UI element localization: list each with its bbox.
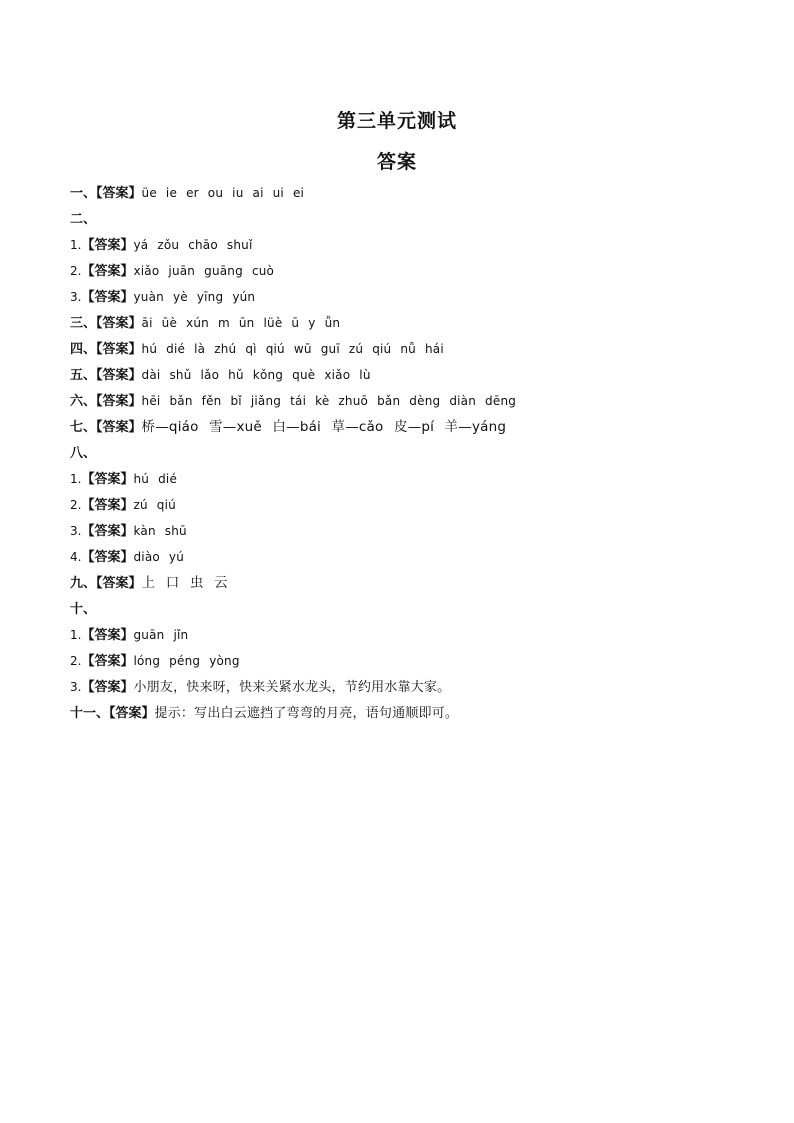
- item-number: 1.: [70, 628, 82, 642]
- item-number: 3.: [70, 680, 82, 694]
- section-label: 七、: [70, 420, 97, 435]
- answer-tag: 【答案】: [81, 654, 134, 669]
- answer-value: diào yú: [133, 550, 185, 564]
- answer-tag: 【答案】: [81, 238, 134, 253]
- section-label: 十一、: [70, 706, 110, 721]
- answer-line-17: [70, 599, 750, 625]
- item-number: 2.: [70, 654, 82, 668]
- answer-line-6: [70, 313, 750, 339]
- answer-value: dài shǔ lǎo hǔ kǒng què xiǎo lù: [141, 368, 371, 382]
- section-label: 十、: [70, 602, 97, 617]
- section-label: 一、: [70, 186, 97, 201]
- answer-line-7: [70, 339, 750, 365]
- answer-value: 上 口 虫 云: [141, 575, 228, 591]
- answer-tag: 【答案】: [96, 316, 142, 331]
- answer-line-14: [70, 521, 750, 547]
- section-label: 三、: [70, 316, 97, 331]
- answer-line-19: [70, 651, 750, 677]
- answer-line-1: [70, 183, 750, 209]
- answer-line-12: [70, 469, 750, 495]
- answer-value: 小朋友，快来呀，快来关紧水龙头，节约用水靠大家。: [133, 680, 451, 695]
- item-number: 3.: [70, 290, 82, 304]
- item-number: 1.: [70, 472, 82, 486]
- answer-value: zú qiú: [133, 498, 176, 512]
- answer-tag: 【答案】: [96, 368, 142, 383]
- item-number: 2.: [70, 264, 82, 278]
- answer-tag: 【答案】: [81, 628, 134, 643]
- answer-line-5: [70, 287, 750, 313]
- answer-line-11: [70, 443, 750, 469]
- answer-tag: 【答案】: [81, 498, 134, 513]
- item-number: 2.: [70, 498, 82, 512]
- answer-tag: 【答案】: [81, 550, 134, 565]
- answer-line-4: [70, 261, 750, 287]
- answer-value: yuàn yè yīng yún: [133, 290, 256, 304]
- section-label: 五、: [70, 368, 97, 383]
- answer-value: āi ūè xún m ūn lüè ū y ǚn: [141, 316, 341, 330]
- answer-line-2: [70, 209, 750, 235]
- answer-tag: 【答案】: [81, 524, 134, 539]
- answer-value: hú dié là zhú qì qiú wū guī zú qiú nǚ hái: [141, 342, 444, 356]
- answer-line-10: [70, 417, 750, 443]
- section-label: 二、: [70, 212, 97, 227]
- answer-tag: 【答案】: [81, 680, 134, 695]
- answer-tag: 【答案】: [81, 472, 134, 487]
- section-label: 九、: [70, 576, 97, 591]
- answer-tag: 【答案】: [96, 576, 142, 591]
- answer-value: kàn shū: [133, 524, 187, 538]
- answer-value: xiǎo juān guāng cuò: [133, 264, 275, 278]
- answer-line-21: [70, 703, 750, 729]
- item-number: 1.: [70, 238, 82, 252]
- answer-line-18: [70, 625, 750, 651]
- answer-tag: 【答案】: [81, 290, 134, 305]
- answer-value: lóng péng yòng: [133, 654, 240, 668]
- section-label: 六、: [70, 394, 97, 409]
- answer-line-16: [70, 573, 750, 599]
- answer-value: hēi bǎn fěn bǐ jiǎng tái kè zhuō bǎn dèng diàn dēng: [141, 394, 517, 408]
- answer-list: [70, 183, 750, 729]
- answer-value: hú dié: [133, 472, 178, 486]
- answer-tag: 【答案】: [96, 394, 142, 409]
- answer-line-9: [70, 391, 750, 417]
- answer-value: 桥—qiáo 雪—xuě 白—bái 草—cǎo 皮—pí 羊—yáng: [141, 419, 507, 435]
- answer-line-15: [70, 547, 750, 573]
- page-subtitle: 答案: [376, 151, 417, 173]
- answer-line-3: [70, 235, 750, 261]
- answer-line-8: [70, 365, 750, 391]
- section-label: 四、: [70, 342, 97, 357]
- answer-tag: 【答案】: [81, 264, 134, 279]
- answer-tag: 【答案】: [96, 342, 142, 357]
- answer-value: 提示：写出白云遮挡了弯弯的月亮，语句通顺即可。: [154, 706, 459, 721]
- answer-tag: 【答案】: [109, 706, 155, 721]
- answer-value: üe ie er ou iu ai ui ei: [141, 186, 305, 200]
- answer-line-20: [70, 677, 750, 703]
- answer-tag: 【答案】: [96, 420, 142, 435]
- item-number: 3.: [70, 524, 82, 538]
- item-number: 4.: [70, 550, 82, 564]
- answer-value: guān jǐn: [133, 628, 189, 642]
- answer-line-13: [70, 495, 750, 521]
- page-title: 第三单元测试: [336, 110, 457, 132]
- section-label: 八、: [70, 446, 97, 461]
- answer-value: yá zǒu chāo shuǐ: [133, 238, 253, 252]
- answer-tag: 【答案】: [96, 186, 142, 201]
